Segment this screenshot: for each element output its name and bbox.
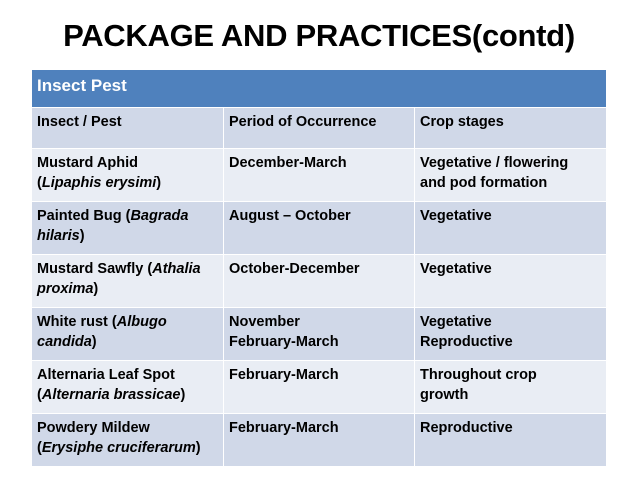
paren-close: ): [91, 334, 97, 350]
pest-scientific-name: Athalia: [152, 261, 201, 277]
table-row: [32, 255, 607, 308]
period-cell: [224, 202, 415, 255]
pest-cell: [32, 255, 224, 308]
stage-text: Vegetative: [420, 314, 492, 330]
table-row: [32, 202, 607, 255]
table-row: [32, 361, 607, 414]
column-header-stages: Crop stages: [415, 108, 607, 149]
pest-common-name: Painted Bug (: [37, 208, 131, 224]
period-text: August – October: [229, 208, 351, 224]
period-text: October-December: [229, 261, 360, 277]
pest-common-name: Alternaria Leaf Spot: [37, 367, 175, 383]
period-text: February-March: [229, 420, 339, 436]
table-header-row: [32, 108, 607, 149]
stages-cell: [415, 361, 607, 414]
period-cell: [224, 414, 415, 467]
stage-text: Reproductive: [420, 334, 513, 350]
paren-close: ): [180, 387, 186, 403]
pest-scientific-name-line: [37, 173, 218, 193]
period-text: February-March: [229, 367, 339, 383]
pest-name-line: [37, 259, 218, 279]
table-row: [32, 414, 607, 467]
pest-scientific-name: proxima: [37, 281, 94, 297]
insect-pest-table: [31, 69, 607, 467]
pest-scientific-name: Lipaphis erysimi: [41, 175, 157, 191]
period-text: February-March: [229, 334, 339, 350]
paren-close: ): [79, 228, 85, 244]
pest-cell: [32, 361, 224, 414]
stage-text: Throughout crop: [420, 367, 537, 383]
period-text: December-March: [229, 155, 347, 171]
stages-cell: [415, 149, 607, 202]
pest-scientific-name: Alternaria brassicae: [41, 387, 181, 403]
stages-cell: [415, 414, 607, 467]
stage-text: Vegetative: [420, 208, 492, 224]
table-row: [32, 308, 607, 361]
paren-close: ): [93, 281, 99, 297]
stages-cell: [415, 308, 607, 361]
stage-text: and pod formation: [420, 175, 548, 191]
paren-open: (: [37, 175, 42, 191]
column-header-pest: Insect / Pest: [32, 108, 224, 149]
pest-common-name: Mustard Sawfly (: [37, 261, 153, 277]
pest-scientific-name: hilaris: [37, 228, 80, 244]
table-row: [32, 149, 607, 202]
pest-cell: [32, 414, 224, 467]
pest-common-name: Mustard Aphid: [37, 155, 138, 171]
period-text: November: [229, 314, 300, 330]
column-header-period: Period of Occurrence: [224, 108, 415, 149]
pest-scientific-name: Albugo: [116, 314, 167, 330]
pest-scientific-name-line: [37, 279, 218, 299]
pest-scientific-name: candida: [37, 334, 92, 350]
pest-name-line: [37, 312, 218, 332]
stage-text: growth: [420, 387, 469, 403]
pest-cell: [32, 308, 224, 361]
stage-text: Vegetative / flowering: [420, 155, 569, 171]
paren-close: ): [195, 440, 201, 456]
pest-common-name: White rust (: [37, 314, 117, 330]
table-banner: Insect Pest: [32, 70, 607, 108]
pest-scientific-name: Bagrada: [130, 208, 189, 224]
pest-scientific-name-line: [37, 332, 218, 352]
pest-scientific-name-line: [37, 438, 218, 458]
stage-text: Reproductive: [420, 420, 513, 436]
stages-cell: [415, 255, 607, 308]
period-cell: [224, 361, 415, 414]
pest-name-line: [37, 206, 218, 226]
pest-cell: [32, 202, 224, 255]
pest-cell: [32, 149, 224, 202]
period-cell: [224, 149, 415, 202]
paren-open: (: [37, 387, 42, 403]
pest-scientific-name: Erysiphe cruciferarum: [41, 440, 196, 456]
paren-open: (: [37, 440, 42, 456]
pest-scientific-name-line: [37, 385, 218, 405]
table-banner-row: [32, 70, 607, 108]
pest-scientific-name-line: [37, 226, 218, 246]
period-cell: [224, 255, 415, 308]
stages-cell: [415, 202, 607, 255]
period-cell: [224, 308, 415, 361]
slide-title: PACKAGE AND PRACTICES(contd): [63, 18, 575, 53]
pest-common-name: Powdery Mildew: [37, 420, 150, 436]
paren-close: ): [156, 175, 162, 191]
stage-text: Vegetative: [420, 261, 492, 277]
